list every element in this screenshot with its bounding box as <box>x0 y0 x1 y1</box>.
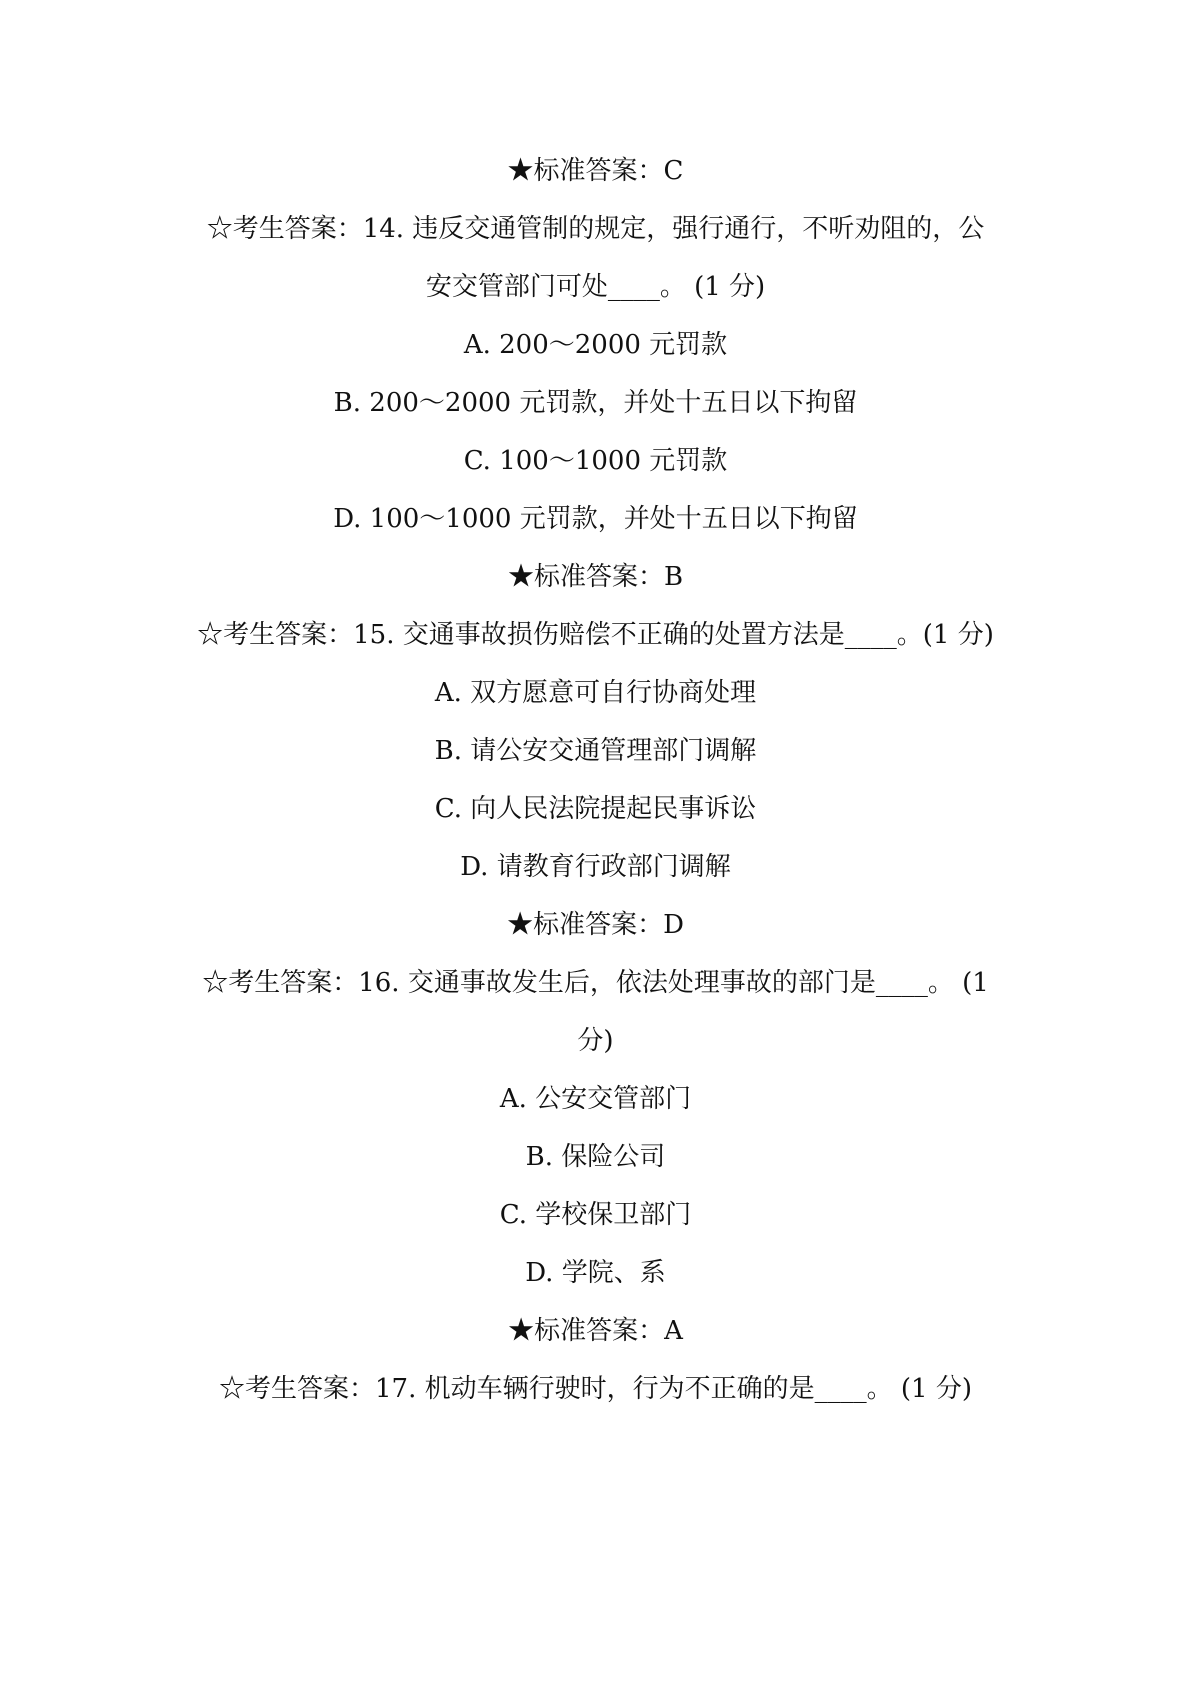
standard-answer-13: ★标准答案：C <box>507 156 684 186</box>
question-16-line-1: ☆考生答案：16. 交通事故发生后，依法处理事故的部门是____。 (1 <box>202 968 989 998</box>
question-15-option-c: C. 向人民法院提起民事诉讼 <box>434 794 757 824</box>
question-14-option-b: B. 200～2000 元罚款，并处十五日以下拘留 <box>333 388 858 418</box>
question-17: ☆考生答案：17. 机动车辆行驶时，行为不正确的是____。 (1 分) <box>219 1374 972 1404</box>
standard-answer-14: ★标准答案：B <box>507 562 684 592</box>
question-15-option-a: A. 双方愿意可自行协商处理 <box>434 678 757 708</box>
question-15-option-d: D. 请教育行政部门调解 <box>460 852 731 882</box>
question-14-line-2: 安交管部门可处____。 (1 分) <box>425 272 766 302</box>
standard-answer-16: ★标准答案：A <box>508 1316 683 1346</box>
question-14-option-c: C. 100～1000 元罚款 <box>463 446 728 476</box>
question-16-option-c: C. 学校保卫部门 <box>499 1200 692 1230</box>
question-14-option-d: D. 100～1000 元罚款，并处十五日以下拘留 <box>333 504 858 534</box>
question-16-option-a: A. 公安交管部门 <box>499 1084 692 1114</box>
standard-answer-15: ★标准答案：D <box>507 910 684 940</box>
question-15-option-b: B. 请公安交通管理部门调解 <box>434 736 757 766</box>
question-16-option-b: B. 保险公司 <box>525 1142 666 1172</box>
question-16-option-d: D. 学院、系 <box>525 1258 666 1288</box>
question-14-line-1: ☆考生答案：14. 违反交通管制的规定，强行通行，不听劝阻的，公 <box>206 214 985 244</box>
question-14-option-a: A. 200～2000 元罚款 <box>463 330 728 360</box>
question-16-line-2: 分) <box>577 1026 614 1056</box>
question-15: ☆考生答案：15. 交通事故损伤赔偿不正确的处置方法是____。(1 分) <box>197 620 994 650</box>
